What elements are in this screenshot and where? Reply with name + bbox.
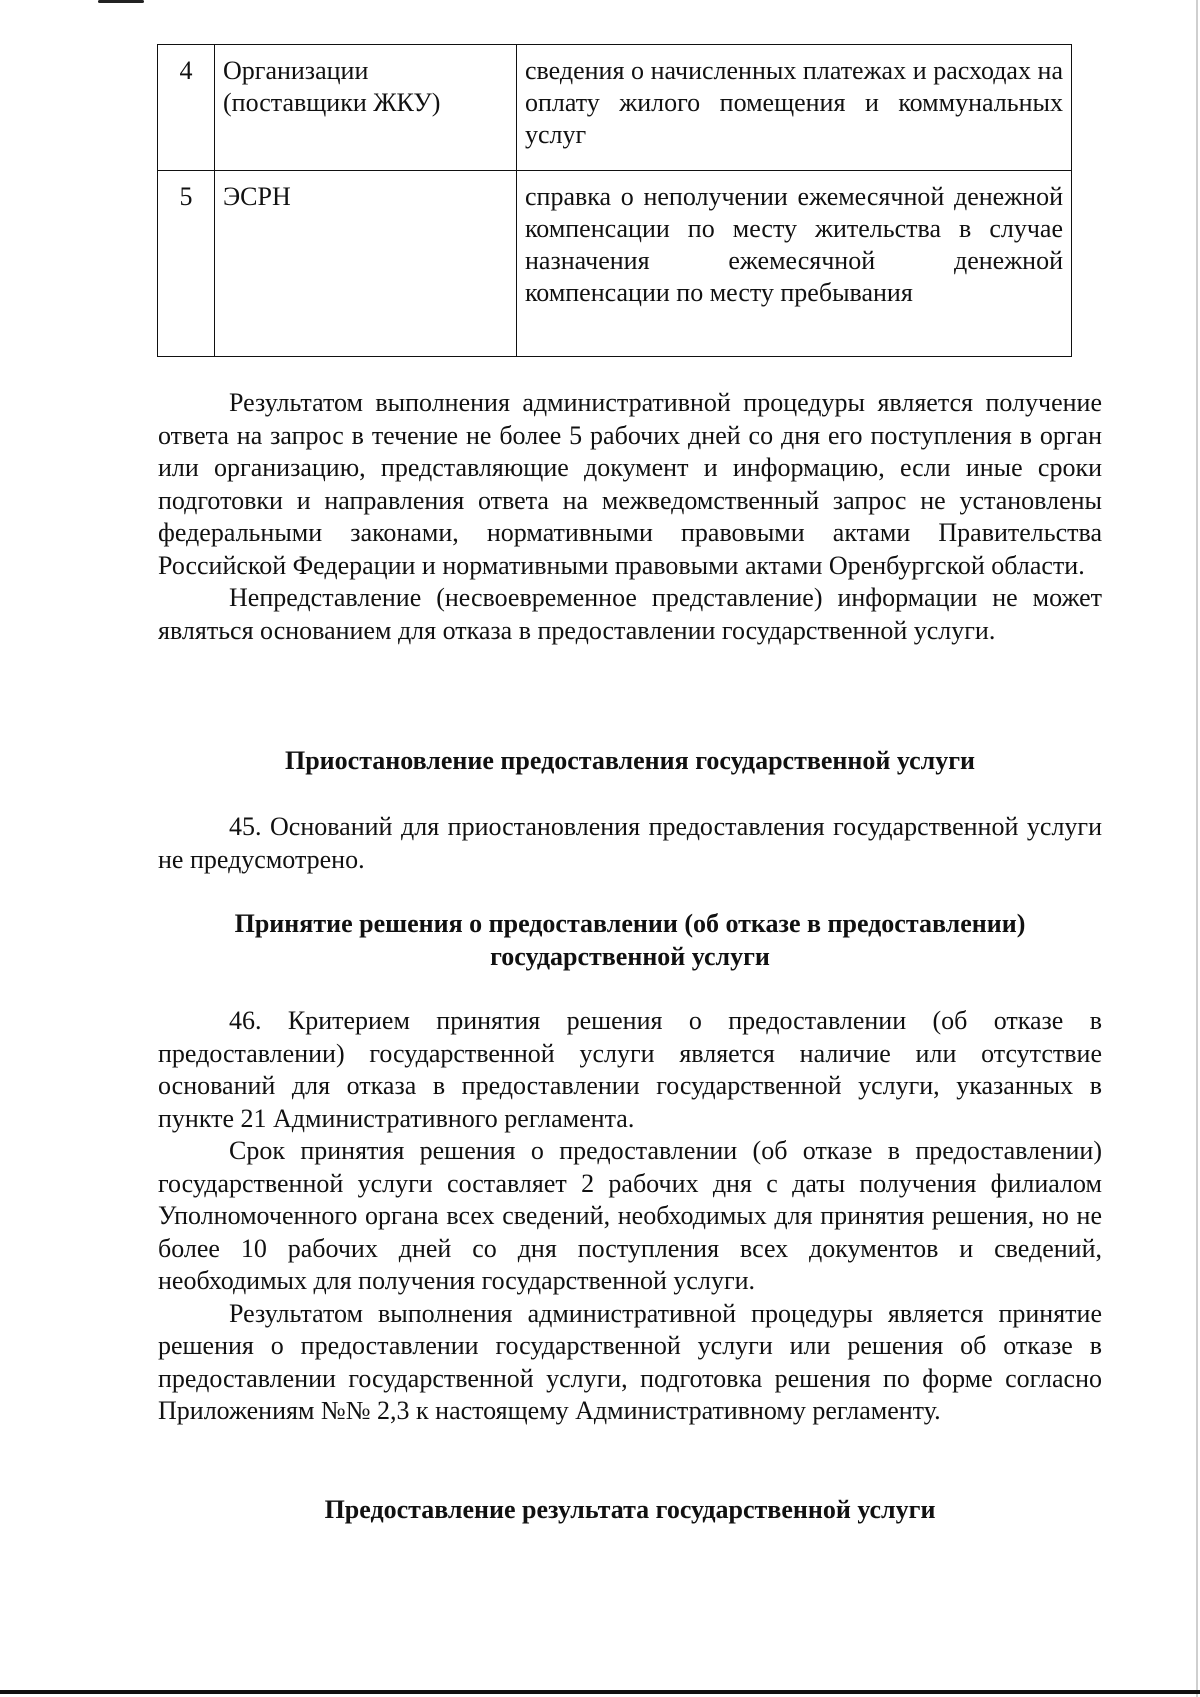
section-decision-heading [158, 908, 1102, 973]
section-result-request [158, 387, 1102, 647]
paragraph-item-46: 46. Критерием принятия решения о предоставлении (об отказе в предоставлении) государственной услуги является наличие или отсутствие оснований для отказа в предоставлении государственной услуги, указанных в пункте 21 Административного регламента. [158, 1006, 1102, 1133]
paragraph-nonprovision: Непредставление (несвоевременное представление) информации не может являться основанием для отказа в предоставлении государственной услуги. [158, 583, 1102, 645]
section-item-45 [158, 811, 1102, 876]
paragraph-item-45: 45. Оснований для приостановления предоставления государственной услуги не предусмотрено. [158, 812, 1102, 874]
heading-result-provision: Предоставление результата государственной услуги [324, 1495, 936, 1524]
row-description: справка о неполучении ежемесячной денежной компенсации по месту жительства в случае назначения ежемесячной денежной компенсации по месту пребывания [517, 171, 1072, 357]
row-number: 4 [158, 45, 215, 171]
table-row [158, 171, 1072, 357]
section-result-provision [158, 1494, 1102, 1527]
row-organization: ЭСРН [215, 171, 517, 357]
paragraph-decision-result: Результатом выполнения административной процедуры является принятие решения о предоставлении государственной услуги или решения об отказе в предоставлении государственной услуги, подготовка решения по форме согласно Приложениям №№ 2,3 к настоящему Административному регламенту. [158, 1298, 1102, 1425]
scan-artifact-bottom-edge [0, 1690, 1200, 1694]
heading-decision-line2: государственной услуги [490, 941, 770, 971]
section-item-46 [158, 1005, 1102, 1428]
heading-suspension: Приостановление предоставления государственной услуги [284, 746, 975, 775]
row-number: 5 [158, 171, 215, 357]
scan-artifact-right-edge [1196, 0, 1198, 1697]
scan-artifact-mark [98, 0, 144, 3]
data-sources-table [157, 44, 1072, 357]
row-organization: Организации (поставщики ЖКУ) [215, 45, 517, 171]
heading-decision-line1: Принятие решения о предоставлении (об отказе в предоставлении) [234, 909, 1026, 938]
paragraph-decision-term: Срок принятия решения о предоставлении (об отказе в предоставлении) государственной услуги составляет 2 рабочих дня с даты получения филиалом Уполномоченного органа всех сведений, необходимых для принятия решения, но не более 10 рабочих дней со дня поступления всех документов и сведений, необходимых для получения государственной услуги. [158, 1136, 1102, 1295]
row-description: сведения о начисленных платежах и расходах на оплату жилого помещения и коммунальных услуг [517, 45, 1072, 171]
table-row [158, 45, 1072, 171]
paragraph-result: Результатом выполнения административной процедуры является получение ответа на запрос в течение не более 5 рабочих дней со дня его поступления в орган или организацию, представляющие документ и информацию, если иные сроки подготовки и направления ответа на межведомственный запрос не установлены федеральными законами, нормативными правовыми актами Правительства Российской Федерации и нормативными правовыми актами Оренбургской области. [158, 388, 1102, 580]
section-suspension [158, 745, 1102, 778]
